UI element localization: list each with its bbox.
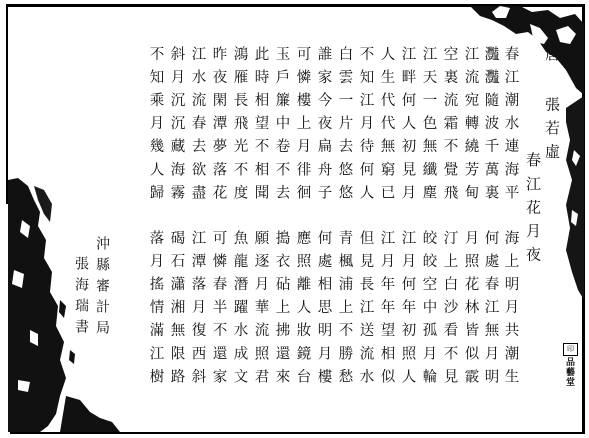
verse-line: 鴻雁長飛光不度 [231,46,248,208]
verse-line: 昨夜閑潭夢落花 [210,46,227,208]
verse-line: 江潭落月復西斜 [189,230,206,392]
verse-line: 此時相望不相聞 [252,46,269,208]
verse-line: 江月何年初照人 [399,230,416,392]
verse-line: 何處相思明月樓 [315,230,332,392]
verse-line: 可憐春半不還家 [210,230,227,392]
verse-line: 玉戶簾中卷不去 [273,46,290,208]
verse-line: 皎皎空中孤月輪 [420,230,437,392]
poem-title: 春江花月夜 [524,152,542,270]
verse-line: 青楓浦上不勝愁 [336,230,353,392]
verse-line: 灩灩隨波千萬裏 [482,46,499,208]
verse-line: 搗衣砧上拂還來 [273,230,290,392]
verse-line: 不知乘月幾人歸 [147,46,164,208]
verse-line: 誰家今夜扁舟子 [315,46,332,208]
verse-line: 人生代代無窮已 [378,46,395,208]
verse-line: 月照花林皆似霰 [462,230,479,392]
verse-line: 春江潮水連海平 [502,46,519,208]
colophon-signature: 張海瑞書 [73,256,89,340]
verse-line: 汀上白沙看不見 [441,230,458,392]
author-header: 唐 張若虛 [543,46,561,167]
verse-line: 空裏流霜不覺飛 [441,46,458,208]
verse-line: 不知江月待何人 [357,46,374,208]
seal-stamp [563,343,578,356]
verse-line: 江畔何人初見月 [399,46,416,208]
verse-line: 可憐樓上月徘徊 [294,46,311,208]
studio-seal-text: 品藝堂 [564,357,574,387]
verse-line: 江水流春去欲盡 [189,46,206,208]
verse-line: 白雲一片去悠悠 [336,46,353,208]
verse-line: 海上明月共潮生 [502,230,519,392]
verse-line: 江天一色無纖塵 [420,46,437,208]
verse-line: 斜月沉沉藏海霧 [168,46,185,208]
verse-line: 願逐月華流照君 [252,230,269,392]
colophon-line: 沖縣審計局 [94,236,110,341]
verse-line: 落月搖情滿江樹 [147,230,164,392]
verse-line: 江月年年望相似 [378,230,395,392]
verse-line: 江流宛轉繞芳甸 [462,46,479,208]
verse-line: 應照離人妝鏡台 [294,230,311,392]
seal-mark: 印 [567,345,574,353]
verse-line: 魚龍潛躍水成文 [231,230,248,392]
verse-line: 何處春江無月明 [482,230,499,392]
verse-line: 碣石瀟湘無限路 [168,230,185,392]
verse-line: 但見長江送流水 [357,230,374,392]
